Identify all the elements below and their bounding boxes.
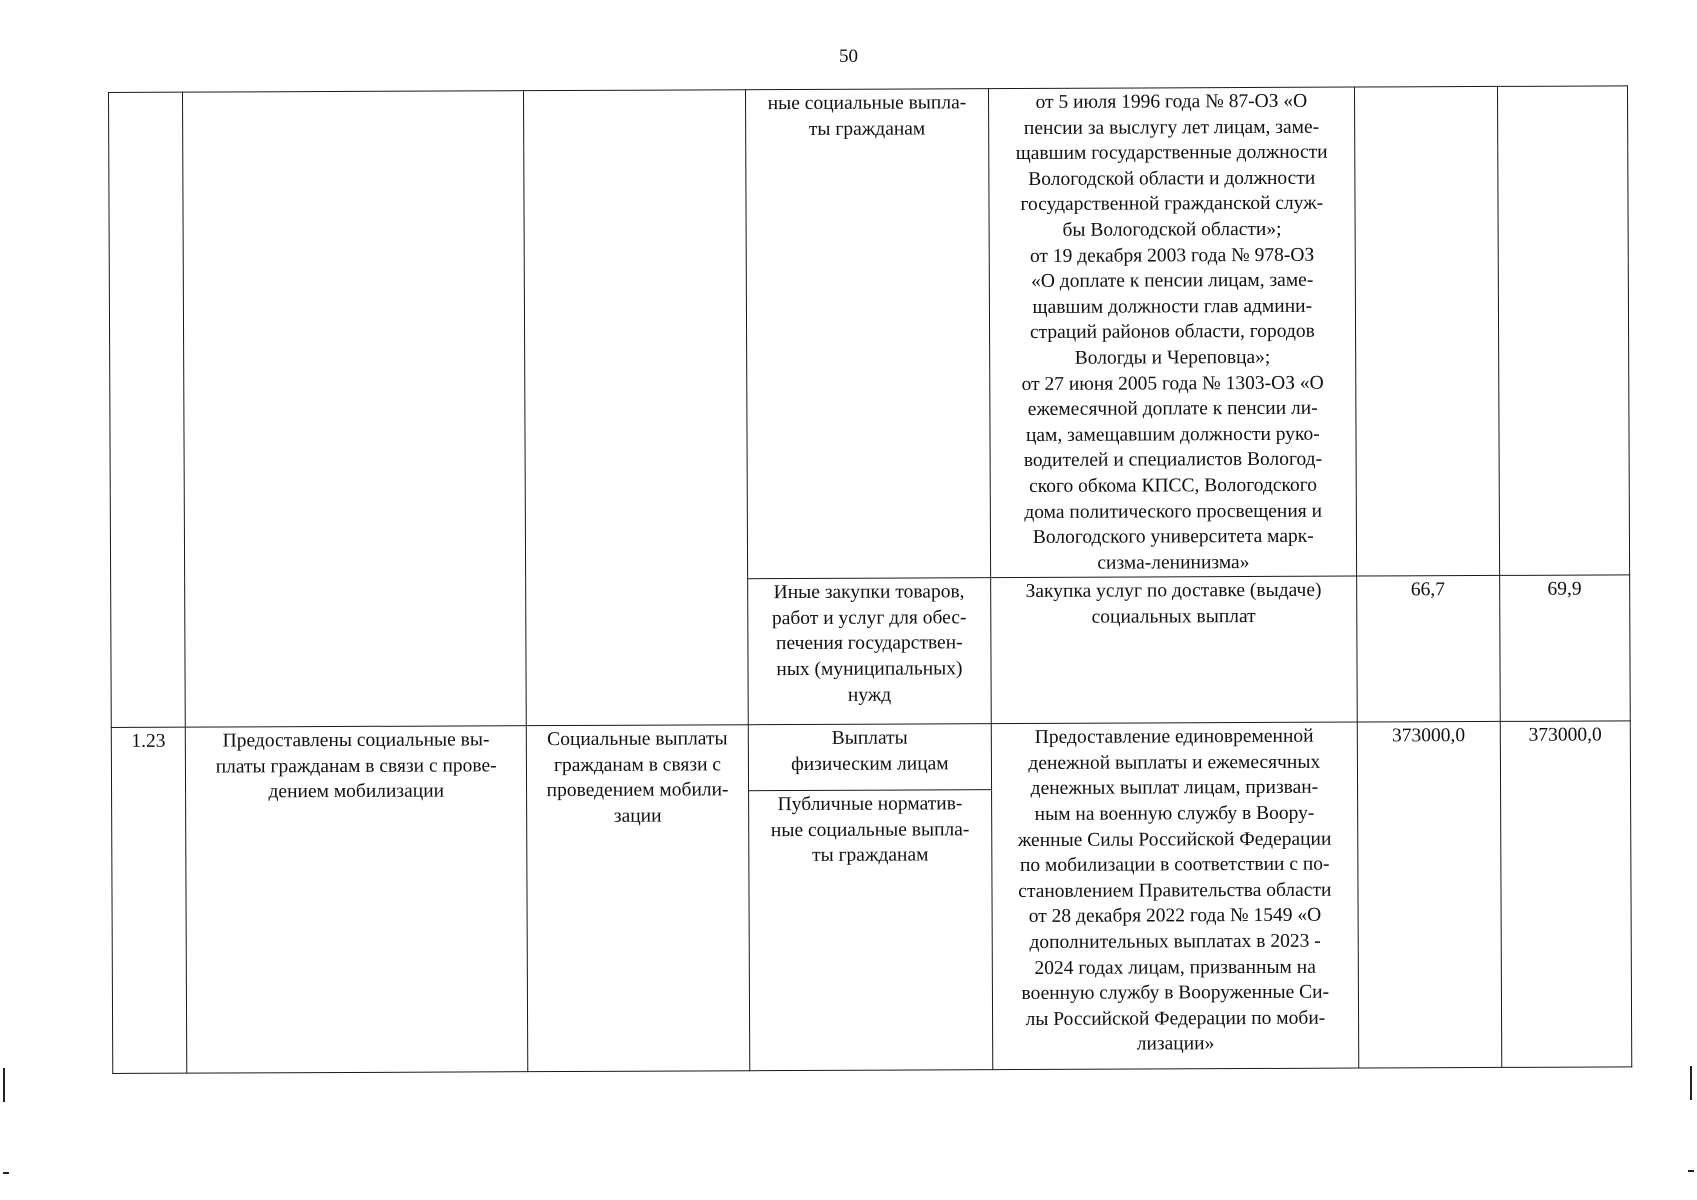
text-line: государственной гражданской служ- — [1020, 193, 1324, 216]
text-line: Вологодской области и должности — [1028, 167, 1316, 190]
cell-value-2024: 373000,0 — [1500, 721, 1632, 1068]
text-line: ежемесячной доплате к пенсии ли- — [1027, 397, 1318, 421]
text-line: социальных выплат — [1091, 605, 1256, 628]
text-line: «О доплате к пенсии лицам, заме- — [1031, 269, 1314, 293]
text-line: ные социальные выпла- — [767, 92, 967, 115]
text-line: дением мобилизации — [268, 781, 445, 803]
text-line: Публичные норматив- — [777, 793, 963, 816]
text-line: водителей и специалистов Вологод- — [1023, 449, 1323, 472]
scan-edge-mark — [1688, 1170, 1694, 1172]
text-line: щавшим должности глав админи- — [1032, 295, 1313, 318]
text-line: денежных выплат лицам, призван- — [1030, 777, 1319, 800]
text-line: от 27 июня 2005 года № 1303-ОЗ «О — [1021, 372, 1324, 395]
text-line: от 19 декабря 2003 года № 978-ОЗ — [1029, 244, 1315, 267]
cell-result-empty — [183, 91, 527, 728]
text-line: ные социальные выпла- — [770, 819, 970, 841]
text-line: страций районов области, городов — [1029, 321, 1315, 344]
cell-value-2024: 69,9 — [1499, 575, 1630, 722]
text-line: лизации» — [1136, 1033, 1215, 1055]
page-number: 50 — [839, 46, 858, 67]
text-line: от 5 июля 1996 года № 87-ОЗ «О — [1035, 90, 1308, 113]
cell-expense-type — [747, 578, 991, 725]
text-line: сизма-ленинизма» — [1097, 551, 1250, 574]
text-line: ных (муниципальных) — [776, 658, 963, 681]
text-line: Выплаты — [831, 727, 908, 750]
text-line: Закупка услуг по доставке (выдаче) — [1025, 579, 1322, 603]
text-line: ского обкома КПСС, Вологодского — [1029, 474, 1318, 497]
cell-value-2023: 66,7 — [1356, 576, 1500, 723]
text-line: от 28 декабря 2022 года № 1549 «О — [1028, 905, 1322, 928]
text-line: ты гражданам — [811, 844, 929, 867]
text-line: ным на военную службу в Воору- — [1034, 802, 1315, 826]
cell-number-empty — [109, 92, 186, 728]
text-line: зации — [613, 805, 662, 827]
text-line: бы Вологодской области»; — [1062, 218, 1282, 241]
scan-edge-mark — [1690, 1066, 1692, 1100]
text-line: женные Силы Российской Федерации — [1017, 828, 1332, 851]
scan-edge-mark — [3, 1172, 9, 1174]
cell-expense-empty — [524, 90, 748, 726]
cell-legal-basis — [991, 722, 1358, 1070]
text-line: ты гражданам — [808, 118, 926, 140]
text-line: печения государствен- — [775, 632, 963, 655]
text-line: физическим лицам — [791, 753, 949, 775]
text-line: 2024 годах лицам, призванным на — [1034, 956, 1316, 979]
text-line: цам, замещавшим должности руко- — [1025, 423, 1320, 446]
cell-value-2023: 373000,0 — [1357, 722, 1502, 1069]
scan-edge-mark — [3, 1068, 5, 1102]
cell-expense-type — [745, 89, 990, 579]
text-line: платы гражданам в связи с прове- — [215, 755, 497, 778]
cell-legal-basis — [988, 87, 1356, 578]
text-line: нужд — [847, 684, 892, 706]
text-line: дополнительных выплатах в 2023 - — [1029, 930, 1321, 954]
text-line: Предоставление единовременной — [1034, 726, 1314, 749]
cell-result — [185, 726, 528, 1073]
cell-expense — [527, 725, 750, 1072]
cell-legal-basis — [991, 576, 1357, 724]
cell-number: 1.23 — [111, 727, 187, 1073]
text-line: Вологодского университета марк- — [1032, 525, 1314, 549]
text-line: работ и услуг для обес- — [771, 607, 967, 629]
table-row — [109, 86, 1630, 582]
text-line: дома политического просвещения и — [1024, 500, 1323, 523]
table-row — [111, 721, 1630, 794]
cell-expense-type — [748, 724, 991, 791]
text-line: гражданам в связи с — [553, 754, 722, 776]
text-line: денежной выплаты и ежемесячных — [1028, 751, 1321, 774]
text-line: Социальные выплаты — [547, 728, 728, 751]
text-line: Иные закупки товаров, — [773, 581, 965, 604]
cell-expense-type — [748, 790, 992, 1071]
cell-value-2023-empty — [1354, 86, 1499, 576]
text-line: становлением Правительства области — [1018, 879, 1332, 902]
text-line: лы Российской Федерации по моби- — [1025, 1007, 1326, 1030]
text-line: военную службу в Вооруженные Си- — [1021, 981, 1330, 1005]
budget-table — [108, 85, 1632, 1074]
text-line: проведением мобили- — [546, 779, 729, 802]
text-line: по мобилизации в соответствии с по- — [1019, 853, 1330, 877]
text-line: пенсии за выслугу лет лицам, заме- — [1023, 116, 1320, 139]
text-line: Вологды и Череповца»; — [1074, 346, 1271, 369]
cell-value-2024-empty — [1497, 86, 1629, 576]
text-line: щавшим государственные должности — [1015, 141, 1328, 165]
text-line: Предоставлены социальные вы- — [222, 729, 490, 752]
